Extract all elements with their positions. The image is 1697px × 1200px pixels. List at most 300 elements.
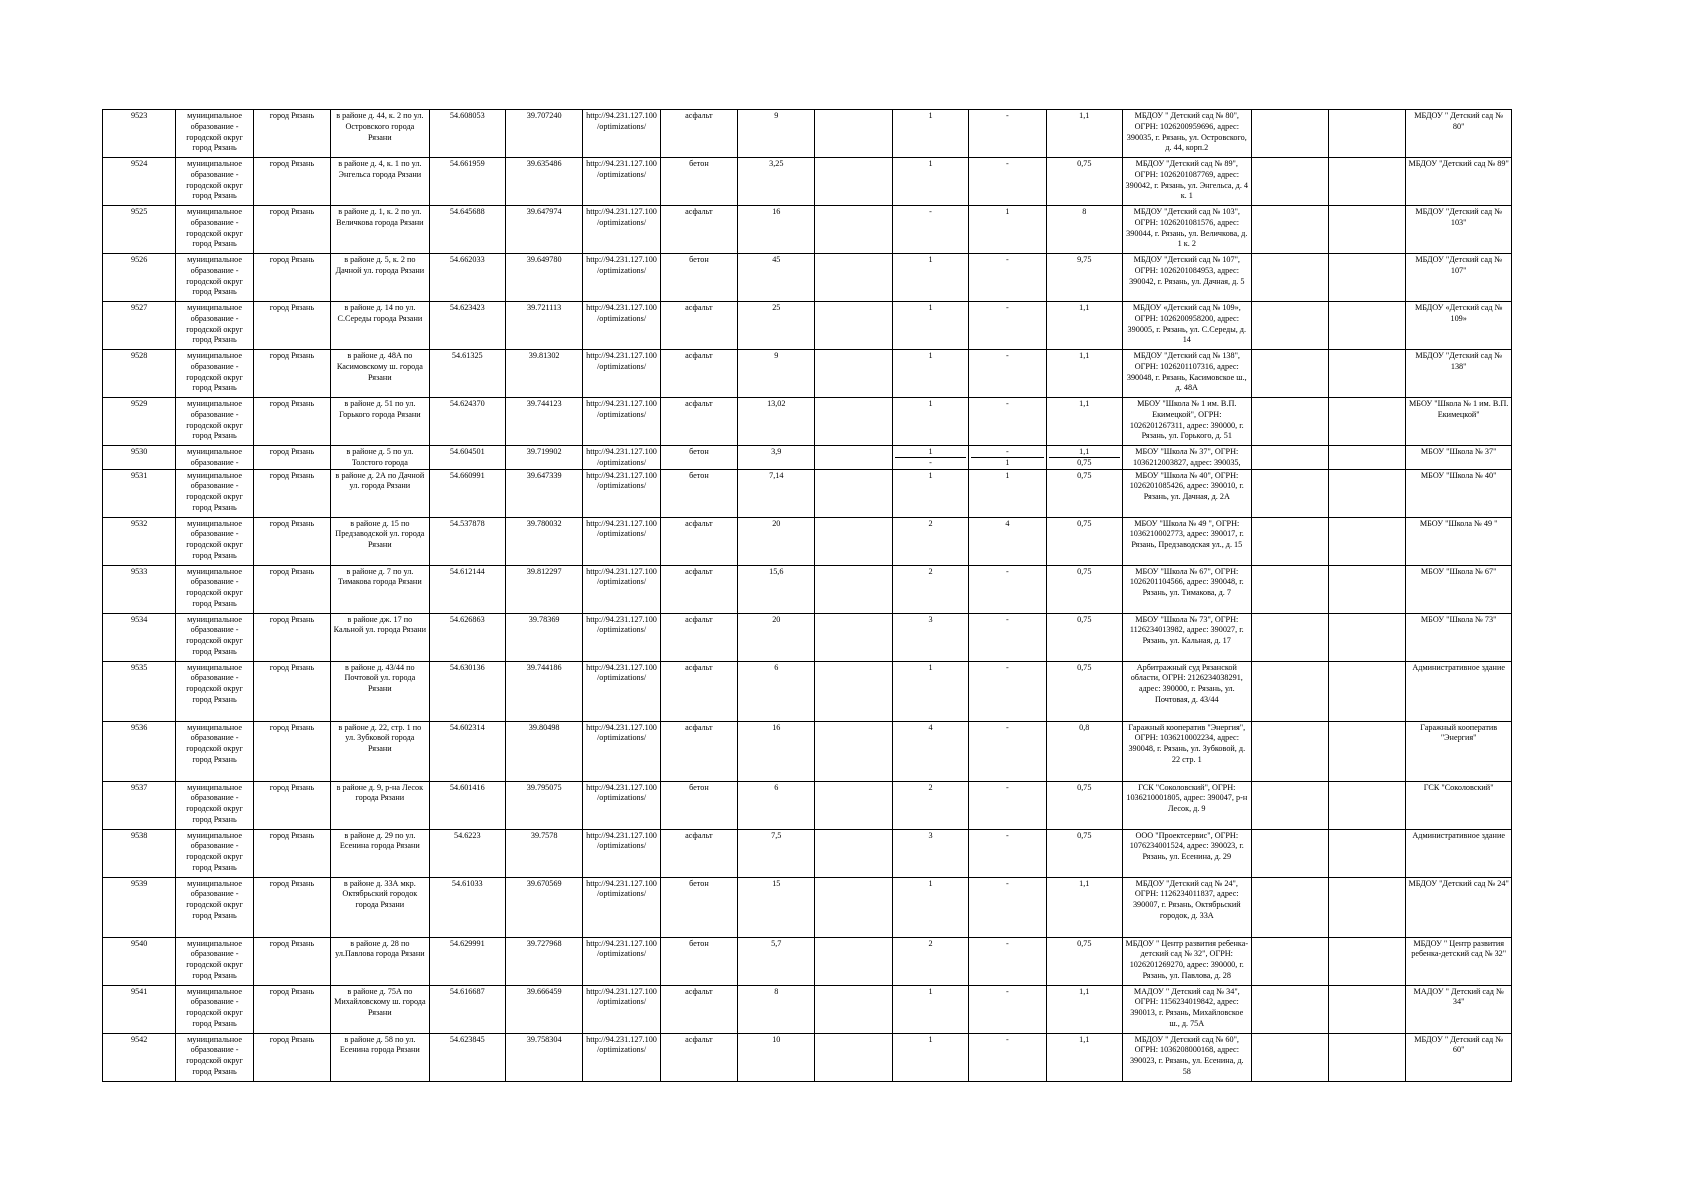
- longitude-cell: 39.780032: [505, 517, 582, 565]
- surface-cell: бетон: [660, 937, 737, 985]
- table-row: [103, 446, 1512, 470]
- location-cell: в районе д. 5, к. 2 по Дачной ул. города Рязани: [331, 254, 429, 302]
- longitude-cell: 39.649780: [505, 254, 582, 302]
- city-cell: город Рязань: [253, 206, 330, 254]
- empty-cell: [815, 517, 892, 565]
- city-cell: город Рязань: [253, 254, 330, 302]
- waste-source-cell: МБДОУ "Детский сад № 24": [1406, 877, 1512, 937]
- area-cell: 5,7: [738, 937, 815, 985]
- municipality-cell: муниципальное образование - городской округ город Рязань: [176, 661, 253, 721]
- container-count-cell: 1: [892, 469, 968, 517]
- city-cell: город Рязань: [253, 110, 330, 158]
- waste-source-cell: Гаражный кооператив "Энергия": [1406, 721, 1512, 781]
- latitude-cell: 54.612144: [429, 565, 505, 613]
- location-cell: в районе д. 75А по Михайловскому ш. города Рязани: [331, 985, 429, 1033]
- table-row: [103, 517, 1512, 565]
- table-row: [103, 206, 1512, 254]
- location-cell: в районе д. 44, к. 2 по ул. Островского города Рязани: [331, 110, 429, 158]
- owner-cell: ООО "Проектсервис", ОГРН: 1076234001524, адрес: 390023, г. Рязань, ул. Есенина, д. 29: [1122, 829, 1251, 877]
- empty-cell: [815, 721, 892, 781]
- empty-cell: [1328, 398, 1405, 446]
- container-count-2-cell: -: [969, 158, 1046, 206]
- latitude-cell: 54.629991: [429, 937, 505, 985]
- empty-cell: [1328, 721, 1405, 781]
- longitude-cell: 39.647974: [505, 206, 582, 254]
- municipality-cell: муниципальное образование - городской округ город Рязань: [176, 565, 253, 613]
- url-cell: http://94.231.127.100/optimizations/: [583, 350, 660, 398]
- container-count-cell: 1: [892, 110, 968, 158]
- area-cell: 9: [738, 110, 815, 158]
- container-count-cell: 2: [892, 781, 968, 829]
- empty-cell: [1328, 110, 1405, 158]
- area-cell: 20: [738, 613, 815, 661]
- latitude-cell: 54.630136: [429, 661, 505, 721]
- row-number: 9525: [103, 206, 176, 254]
- container-count-cell: 1: [892, 398, 968, 446]
- container-count-cell: 3: [892, 613, 968, 661]
- city-cell: город Рязань: [253, 613, 330, 661]
- surface-cell: бетон: [660, 877, 737, 937]
- area-cell: 15: [738, 877, 815, 937]
- location-cell: в районе д. 51 по ул. Горького города Рязани: [331, 398, 429, 446]
- volume-cell: 1,1: [1046, 110, 1122, 158]
- location-cell: в районе д. 1, к. 2 по ул. Величкова города Рязани: [331, 206, 429, 254]
- city-cell: город Рязань: [253, 302, 330, 350]
- empty-cell: [1251, 781, 1328, 829]
- volume-cell: [1046, 446, 1122, 470]
- city-cell: город Рязань: [253, 721, 330, 781]
- waste-source-cell: МБОУ "Школа № 37": [1406, 446, 1512, 470]
- row-number: 9532: [103, 517, 176, 565]
- longitude-cell: 39.744123: [505, 398, 582, 446]
- waste-source-cell: МБДОУ «Детский сад № 109»: [1406, 302, 1512, 350]
- empty-cell: [1328, 517, 1405, 565]
- empty-cell: [1251, 829, 1328, 877]
- container-count-2-cell: 4: [969, 517, 1046, 565]
- container-count-2-cell: -: [969, 350, 1046, 398]
- city-cell: город Рязань: [253, 517, 330, 565]
- volume-cell: 1,1: [1046, 350, 1122, 398]
- location-cell: в районе д. 5 по ул. Толстого города: [331, 446, 429, 470]
- url-cell: http://94.231.127.100/optimizations/: [583, 446, 660, 470]
- location-cell: в районе д. 15 по Предзаводской ул. города Рязани: [331, 517, 429, 565]
- volume-cell: 1,1: [1046, 398, 1122, 446]
- empty-cell: [1251, 206, 1328, 254]
- municipality-cell: муниципальное образование - городской округ город Рязань: [176, 158, 253, 206]
- empty-cell: [815, 661, 892, 721]
- latitude-cell: 54.616687: [429, 985, 505, 1033]
- row-number: 9538: [103, 829, 176, 877]
- volume-cell: 0,75: [1046, 937, 1122, 985]
- container-count-cell-part: 1: [928, 447, 933, 456]
- city-cell: город Рязань: [253, 829, 330, 877]
- municipality-cell: муниципальное образование - городской округ город Рязань: [176, 254, 253, 302]
- owner-cell: Гаражный кооператив "Энергия", ОГРН: 1036210002234, адрес: 390048, г. Рязань, ул. Зубковой, д. 22 стр. 1: [1122, 721, 1251, 781]
- url-cell: http://94.231.127.100/optimizations/: [583, 254, 660, 302]
- url-cell: http://94.231.127.100/optimizations/: [583, 110, 660, 158]
- city-cell: город Рязань: [253, 937, 330, 985]
- area-cell: 10: [738, 1033, 815, 1081]
- container-count-2-cell: 1: [969, 206, 1046, 254]
- container-count-2-cell: -: [969, 877, 1046, 937]
- row-number: 9526: [103, 254, 176, 302]
- empty-cell: [1251, 350, 1328, 398]
- row-number: 9530: [103, 446, 176, 470]
- owner-cell: Арбитражный суд Рязанской области, ОГРН: 2126234038291, адрес: 390000, г. Рязань, ул. Почтовая, д. 43/44: [1122, 661, 1251, 721]
- container-count-cell: 4: [892, 721, 968, 781]
- empty-cell: [1328, 206, 1405, 254]
- city-cell: город Рязань: [253, 350, 330, 398]
- latitude-cell: 54.645688: [429, 206, 505, 254]
- city-cell: город Рязань: [253, 565, 330, 613]
- area-cell: 16: [738, 721, 815, 781]
- owner-cell: МБОУ "Школа № 1 им. В.П. Екимецкой", ОГРН: 1026201267311, адрес: 390000, г. Рязань, ул. Горького, д. 51: [1122, 398, 1251, 446]
- container-count-2-cell: -: [969, 661, 1046, 721]
- city-cell: город Рязань: [253, 781, 330, 829]
- area-cell: 6: [738, 661, 815, 721]
- location-cell: в районе д. 9, р-на Лесок города Рязани: [331, 781, 429, 829]
- waste-source-cell: МБОУ "Школа № 49 ": [1406, 517, 1512, 565]
- url-cell: http://94.231.127.100/optimizations/: [583, 469, 660, 517]
- volume-cell: 0,75: [1046, 829, 1122, 877]
- waste-source-cell: МБДОУ "Детский сад № 89": [1406, 158, 1512, 206]
- latitude-cell: 54.608053: [429, 110, 505, 158]
- latitude-cell: 54.662033: [429, 254, 505, 302]
- row-number: 9523: [103, 110, 176, 158]
- container-count-2-cell: 1: [969, 469, 1046, 517]
- empty-cell: [1328, 302, 1405, 350]
- empty-cell: [815, 206, 892, 254]
- waste-source-cell: ГСК "Соколовский": [1406, 781, 1512, 829]
- row-number: 9533: [103, 565, 176, 613]
- empty-cell: [815, 565, 892, 613]
- empty-cell: [1328, 446, 1405, 470]
- surface-cell: асфальт: [660, 517, 737, 565]
- row-number: 9528: [103, 350, 176, 398]
- row-number: 9539: [103, 877, 176, 937]
- url-cell: http://94.231.127.100/optimizations/: [583, 877, 660, 937]
- row-number: 9527: [103, 302, 176, 350]
- container-count-cell: 1: [892, 985, 968, 1033]
- latitude-cell: 54.623845: [429, 1033, 505, 1081]
- empty-cell: [1251, 877, 1328, 937]
- volume-cell: 0,75: [1046, 661, 1122, 721]
- latitude-cell: 54.624370: [429, 398, 505, 446]
- volume-cell: 8: [1046, 206, 1122, 254]
- municipality-cell: муниципальное образование - городской округ город Рязань: [176, 110, 253, 158]
- table-body: [103, 110, 1512, 1082]
- table-row: [103, 661, 1512, 721]
- url-cell: http://94.231.127.100/optimizations/: [583, 398, 660, 446]
- municipality-cell: муниципальное образование - городской округ город Рязань: [176, 613, 253, 661]
- url-cell: http://94.231.127.100/optimizations/: [583, 565, 660, 613]
- city-cell: город Рязань: [253, 446, 330, 470]
- owner-cell: МБДОУ "Детский сад № 89", ОГРН: 1026201087769, адрес: 390042, г. Рязань, ул. Энгельса, д. 4 к. 1: [1122, 158, 1251, 206]
- table-row: [103, 781, 1512, 829]
- longitude-cell: 39.719902: [505, 446, 582, 470]
- municipality-cell: муниципальное образование - городской округ город Рязань: [176, 937, 253, 985]
- container-count-cell: 1: [892, 877, 968, 937]
- empty-cell: [1251, 517, 1328, 565]
- waste-source-cell: МБДОУ "Детский сад № 107": [1406, 254, 1512, 302]
- surface-cell: бетон: [660, 781, 737, 829]
- surface-cell: асфальт: [660, 302, 737, 350]
- row-number: 9524: [103, 158, 176, 206]
- area-cell: 25: [738, 302, 815, 350]
- empty-cell: [1251, 110, 1328, 158]
- owner-cell: МБДОУ "Детский сад № 138", ОГРН: 1026201107316, адрес: 390048, г. Рязань, Касимовское ш., д. 48А: [1122, 350, 1251, 398]
- table-row: [103, 469, 1512, 517]
- longitude-cell: 39.758304: [505, 1033, 582, 1081]
- municipality-cell: муниципальное образование - городской округ город Рязань: [176, 721, 253, 781]
- empty-cell: [815, 254, 892, 302]
- surface-cell: бетон: [660, 254, 737, 302]
- longitude-cell: 39.80498: [505, 721, 582, 781]
- longitude-cell: 39.812297: [505, 565, 582, 613]
- empty-cell: [815, 877, 892, 937]
- area-cell: 20: [738, 517, 815, 565]
- owner-cell: МБДОУ "Детский сад № 24", ОГРН: 1126234011837, адрес: 390007, г. Рязань, Октябрьский городок, д. 33А: [1122, 877, 1251, 937]
- location-cell: в районе дж. 17 по Кальной ул. города Рязани: [331, 613, 429, 661]
- url-cell: http://94.231.127.100/optimizations/: [583, 661, 660, 721]
- waste-source-cell: Административное здание: [1406, 829, 1512, 877]
- row-number: 9531: [103, 469, 176, 517]
- empty-cell: [1328, 254, 1405, 302]
- container-count-2-cell: -: [969, 985, 1046, 1033]
- table-row: [103, 350, 1512, 398]
- surface-cell: асфальт: [660, 721, 737, 781]
- surface-cell: асфальт: [660, 565, 737, 613]
- empty-cell: [1251, 398, 1328, 446]
- table-row: [103, 829, 1512, 877]
- longitude-cell: 39.744186: [505, 661, 582, 721]
- volume-cell: 0,75: [1046, 565, 1122, 613]
- table-row: [103, 1033, 1512, 1081]
- waste-source-cell: Административное здание: [1406, 661, 1512, 721]
- url-cell: http://94.231.127.100/optimizations/: [583, 206, 660, 254]
- owner-cell: МБОУ "Школа № 40", ОГРН: 1026201085426, адрес: 390010, г. Рязань, ул. Дачная, д. 2А: [1122, 469, 1251, 517]
- owner-cell: МБДОУ «Детский сад № 109», ОГРН: 1026200958200, адрес: 390005, г. Рязань, ул. С.Середы, д. 14: [1122, 302, 1251, 350]
- waste-source-cell: МБОУ "Школа № 1 им. В.П. Екимецкой": [1406, 398, 1512, 446]
- empty-cell: [1251, 937, 1328, 985]
- location-cell: в районе д. 7 по ул. Тимакова города Рязани: [331, 565, 429, 613]
- latitude-cell: 54.61033: [429, 877, 505, 937]
- location-cell: в районе д. 22, стр. 1 по ул. Зубковой города Рязани: [331, 721, 429, 781]
- surface-cell: бетон: [660, 158, 737, 206]
- empty-cell: [1328, 937, 1405, 985]
- area-cell: 3,9: [738, 446, 815, 470]
- surface-cell: асфальт: [660, 110, 737, 158]
- owner-cell: МБДОУ "Детский сад № 107", ОГРН: 1026201084953, адрес: 390042, г. Рязань, ул. Дачная, д. 5: [1122, 254, 1251, 302]
- municipality-cell: муниципальное образование -: [176, 446, 253, 470]
- container-count-cell: [892, 446, 968, 470]
- container-count-2-cell: -: [969, 829, 1046, 877]
- volume-cell: 0,75: [1046, 517, 1122, 565]
- municipality-cell: муниципальное образование - городской округ город Рязань: [176, 517, 253, 565]
- city-cell: город Рязань: [253, 398, 330, 446]
- empty-cell: [1328, 1033, 1405, 1081]
- surface-cell: бетон: [660, 469, 737, 517]
- empty-cell: [1251, 254, 1328, 302]
- container-count-cell: 2: [892, 937, 968, 985]
- volume-cell: 0,75: [1046, 158, 1122, 206]
- empty-cell: [1251, 613, 1328, 661]
- owner-cell: МБДОУ " Центр развития ребенка-детский сад № 32", ОГРН: 1026201269270, адрес: 390000, г. Рязань, ул. Павлова, д. 28: [1122, 937, 1251, 985]
- empty-cell: [815, 398, 892, 446]
- city-cell: город Рязань: [253, 985, 330, 1033]
- municipality-cell: муниципальное образование - городской округ город Рязань: [176, 985, 253, 1033]
- municipality-cell: муниципальное образование - городской округ город Рязань: [176, 206, 253, 254]
- longitude-cell: 39.707240: [505, 110, 582, 158]
- longitude-cell: 39.727968: [505, 937, 582, 985]
- longitude-cell: 39.78369: [505, 613, 582, 661]
- container-count-cell: -: [892, 206, 968, 254]
- empty-cell: [1328, 158, 1405, 206]
- location-cell: в районе д. 43/44 по Почтовой ул. города Рязани: [331, 661, 429, 721]
- empty-cell: [815, 937, 892, 985]
- waste-source-cell: МБОУ "Школа № 67": [1406, 565, 1512, 613]
- waste-source-cell: МБДОУ "Детский сад № 103": [1406, 206, 1512, 254]
- longitude-cell: 39.635486: [505, 158, 582, 206]
- surface-cell: асфальт: [660, 985, 737, 1033]
- container-count-2-cell-part: -: [1006, 447, 1009, 456]
- table-row: [103, 937, 1512, 985]
- empty-cell: [815, 302, 892, 350]
- table-row: [103, 613, 1512, 661]
- latitude-cell: 54.602314: [429, 721, 505, 781]
- latitude-cell: 54.6223: [429, 829, 505, 877]
- longitude-cell: 39.666459: [505, 985, 582, 1033]
- url-cell: http://94.231.127.100/optimizations/: [583, 613, 660, 661]
- empty-cell: [1251, 721, 1328, 781]
- empty-cell: [815, 985, 892, 1033]
- longitude-cell: 39.7578: [505, 829, 582, 877]
- waste-source-cell: МБДОУ " Детский сад № 60": [1406, 1033, 1512, 1081]
- url-cell: http://94.231.127.100/optimizations/: [583, 985, 660, 1033]
- row-number: 9536: [103, 721, 176, 781]
- row-number: 9534: [103, 613, 176, 661]
- city-cell: город Рязань: [253, 1033, 330, 1081]
- area-cell: 45: [738, 254, 815, 302]
- latitude-cell: 54.604501: [429, 446, 505, 470]
- owner-cell: МБДОУ " Детский сад № 60", ОГРН: 1036208000168, адрес: 390023, г. Рязань, ул. Есенина, д. 58: [1122, 1033, 1251, 1081]
- empty-cell: [1251, 565, 1328, 613]
- url-cell: http://94.231.127.100/optimizations/: [583, 1033, 660, 1081]
- container-count-2-cell: -: [969, 302, 1046, 350]
- municipality-cell: муниципальное образование - городской округ город Рязань: [176, 1033, 253, 1081]
- container-count-cell: 1: [892, 158, 968, 206]
- empty-cell: [1328, 350, 1405, 398]
- empty-cell: [1251, 985, 1328, 1033]
- empty-cell: [1328, 781, 1405, 829]
- volume-cell: 0,8: [1046, 721, 1122, 781]
- area-cell: 7,14: [738, 469, 815, 517]
- container-count-2-cell: -: [969, 1033, 1046, 1081]
- area-cell: 3,25: [738, 158, 815, 206]
- volume-cell: 1,1: [1046, 1033, 1122, 1081]
- location-cell: в районе д. 58 по ул. Есенина города Рязани: [331, 1033, 429, 1081]
- empty-cell: [815, 110, 892, 158]
- empty-cell: [1251, 661, 1328, 721]
- volume-cell: 1,1: [1046, 302, 1122, 350]
- waste-source-cell: МБОУ "Школа № 40": [1406, 469, 1512, 517]
- row-number: 9529: [103, 398, 176, 446]
- surface-cell: асфальт: [660, 350, 737, 398]
- municipality-cell: муниципальное образование - городской округ город Рязань: [176, 829, 253, 877]
- table-row: [103, 985, 1512, 1033]
- surface-cell: асфальт: [660, 829, 737, 877]
- latitude-cell: 54.661959: [429, 158, 505, 206]
- city-cell: город Рязань: [253, 661, 330, 721]
- waste-source-cell: МАДОУ " Детский сад № 34": [1406, 985, 1512, 1033]
- municipality-cell: муниципальное образование - городской округ город Рязань: [176, 398, 253, 446]
- location-cell: в районе д. 4, к. 1 по ул. Энгельса города Рязани: [331, 158, 429, 206]
- longitude-cell: 39.721113: [505, 302, 582, 350]
- empty-cell: [1251, 446, 1328, 470]
- owner-cell: МБОУ "Школа № 73", ОГРН: 1126234013982, адрес: 390027, г. Рязань, ул. Кальная, д. 17: [1122, 613, 1251, 661]
- city-cell: город Рязань: [253, 877, 330, 937]
- empty-cell: [815, 350, 892, 398]
- waste-source-cell: МБДОУ " Центр развития ребенка-детский сад № 32": [1406, 937, 1512, 985]
- empty-cell: [1251, 302, 1328, 350]
- surface-cell: бетон: [660, 446, 737, 470]
- area-cell: 7,5: [738, 829, 815, 877]
- container-count-cell: 2: [892, 517, 968, 565]
- row-number: 9537: [103, 781, 176, 829]
- container-count-cell: 1: [892, 350, 968, 398]
- area-cell: 13,02: [738, 398, 815, 446]
- empty-cell: [815, 829, 892, 877]
- municipality-cell: муниципальное образование - городской округ город Рязань: [176, 469, 253, 517]
- volume-cell-part: 0,75: [1049, 457, 1120, 468]
- city-cell: город Рязань: [253, 469, 330, 517]
- owner-cell: МБОУ "Школа № 49 ", ОГРН: 1036210002773, адрес: 390017, г. Рязань, Предзаводская ул., д. 15: [1122, 517, 1251, 565]
- container-count-cell: 2: [892, 565, 968, 613]
- empty-cell: [1251, 158, 1328, 206]
- table-row: [103, 877, 1512, 937]
- municipality-cell: муниципальное образование - городской округ город Рязань: [176, 350, 253, 398]
- surface-cell: асфальт: [660, 398, 737, 446]
- volume-cell: 1,1: [1046, 877, 1122, 937]
- container-count-cell: 1: [892, 302, 968, 350]
- row-number: 9540: [103, 937, 176, 985]
- table-row: [103, 302, 1512, 350]
- url-cell: http://94.231.127.100/optimizations/: [583, 721, 660, 781]
- table-row: [103, 565, 1512, 613]
- container-count-2-cell: -: [969, 721, 1046, 781]
- empty-cell: [1328, 661, 1405, 721]
- url-cell: http://94.231.127.100/optimizations/: [583, 158, 660, 206]
- table-row: [103, 254, 1512, 302]
- area-cell: 9: [738, 350, 815, 398]
- location-cell: в районе д. 2А по Дачной ул. города Рязани: [331, 469, 429, 517]
- location-cell: в районе д. 33А мкр. Октябрьский городок города Рязани: [331, 877, 429, 937]
- row-number: 9541: [103, 985, 176, 1033]
- empty-cell: [1328, 829, 1405, 877]
- waste-source-cell: МБОУ "Школа № 73": [1406, 613, 1512, 661]
- empty-cell: [1328, 985, 1405, 1033]
- container-count-2-cell-part: 1: [971, 457, 1043, 468]
- latitude-cell: 54.601416: [429, 781, 505, 829]
- owner-cell: МАДОУ " Детский сад № 34", ОГРН: 1156234019842, адрес: 390013, г. Рязань, Михайловское ш., д. 75А: [1122, 985, 1251, 1033]
- table-row: [103, 158, 1512, 206]
- empty-cell: [1328, 565, 1405, 613]
- container-count-2-cell: [969, 446, 1046, 470]
- owner-cell: МБОУ "Школа № 37", ОГРН: 1036212003827, адрес: 390035,: [1122, 446, 1251, 470]
- longitude-cell: 39.647339: [505, 469, 582, 517]
- empty-cell: [815, 446, 892, 470]
- longitude-cell: 39.670569: [505, 877, 582, 937]
